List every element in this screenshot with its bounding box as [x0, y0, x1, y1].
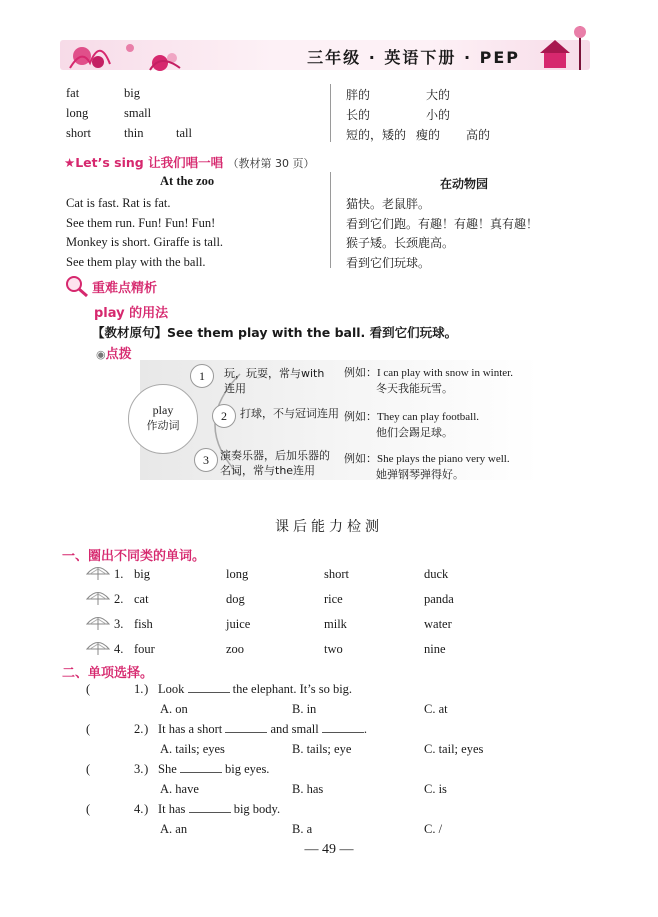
option-a[interactable]: A. have: [160, 782, 199, 796]
option-c[interactable]: C. at: [424, 702, 448, 716]
example-cn: 她弹钢琴弹得好。: [376, 468, 464, 481]
question-number: 4.: [114, 642, 124, 656]
word-option[interactable]: panda: [424, 592, 454, 606]
umbrella-icon: [86, 590, 110, 606]
vocab-meaning: 瘦的: [416, 128, 441, 142]
house-tree-decoration: [530, 18, 590, 78]
part2-heading: 二、单项选择。: [62, 666, 154, 681]
vocab-meaning: 胖的: [346, 88, 371, 102]
example-cn: 他们会踢足球。: [376, 426, 453, 439]
page-header: [60, 18, 590, 78]
vocab-right: [346, 86, 546, 146]
question-number: 2.: [134, 722, 144, 736]
magnifier-icon: [64, 274, 90, 298]
lyric-line: 猴子矮。长颈鹿高。: [346, 236, 455, 250]
option-b[interactable]: B. has: [292, 782, 324, 796]
vocab-word: big: [124, 86, 140, 100]
item-example: [344, 409, 479, 441]
list-item: [86, 642, 586, 667]
item-number: 2: [212, 404, 236, 428]
word-option[interactable]: water: [424, 617, 452, 631]
answer-bracket[interactable]: ( ): [86, 802, 149, 816]
center-label-en: play: [152, 403, 174, 417]
question-number: 1.: [134, 682, 144, 696]
lyric-line: 看到它们玩球。: [346, 255, 431, 270]
question-stem: [158, 722, 367, 737]
sing-heading: Let’s sing 让我们唱一唱: [75, 155, 224, 170]
tips-label: 点拨: [105, 347, 132, 362]
word-option[interactable]: zoo: [226, 642, 245, 656]
answer-bracket[interactable]: ( ): [86, 762, 149, 776]
stem-text: the elephant. It’s so big.: [232, 682, 353, 696]
item-number: 1: [190, 364, 214, 388]
option-c[interactable]: C. /: [424, 822, 443, 836]
word-option[interactable]: nine: [424, 642, 446, 656]
page-number: — 49 —: [304, 842, 354, 857]
lyric-line: See them run. Fun! Fun! Fun!: [66, 215, 216, 230]
answer-bracket[interactable]: ( ): [86, 722, 149, 736]
word-option[interactable]: four: [134, 642, 155, 656]
answer-blank[interactable]: [189, 802, 231, 813]
lyric-line: 猫快。老鼠胖。: [346, 197, 431, 211]
word-option[interactable]: big: [134, 567, 150, 581]
option-a[interactable]: A. on: [160, 702, 188, 716]
part2-list: [86, 682, 606, 842]
sing-lyrics-cn: [346, 195, 538, 273]
sing-title-cn: 在动物园: [440, 177, 489, 191]
example-label: 例如：: [344, 410, 377, 423]
vocab-row: [346, 106, 546, 126]
word-option[interactable]: long: [226, 567, 249, 581]
word-option[interactable]: two: [324, 642, 343, 656]
lyric-line: Monkey is short. Giraffe is tall.: [66, 235, 224, 249]
sing-ref: （教材第 30 页）: [227, 157, 315, 170]
list-item: [86, 617, 586, 642]
stem-text: big body.: [233, 802, 281, 816]
item-meaning: 玩，玩耍，常与with连用: [224, 367, 325, 395]
option-c[interactable]: C. is: [424, 782, 447, 796]
source-sentence: See them play with the ball. 看到它们玩球。: [167, 325, 458, 340]
vocab-word: tall: [176, 126, 192, 140]
vocab-meaning: 高的: [466, 128, 491, 142]
example-label: 例如：: [344, 452, 377, 465]
question-number: 4.: [134, 802, 144, 816]
list-item: [86, 682, 606, 722]
list-item: [86, 762, 606, 802]
answer-blank[interactable]: [180, 762, 222, 773]
question-number: 2.: [114, 592, 124, 606]
vocab-meaning: 短的，矮的: [346, 128, 407, 142]
vocab-meaning: 小的: [426, 108, 451, 122]
vocab-word: thin: [124, 126, 144, 140]
example-cn: 冬天我能玩雪。: [376, 382, 453, 395]
sing-title-en: At the zoo: [160, 174, 215, 188]
word-option[interactable]: duck: [424, 567, 449, 581]
vocab-word: short: [66, 126, 91, 140]
tips-diagram: [140, 360, 540, 480]
vocab-meaning: 大的: [426, 88, 451, 102]
part1-heading: 一、圈出不同类的单词。: [62, 549, 206, 564]
stem-text: .: [363, 722, 367, 736]
question-number: 3.: [114, 617, 124, 631]
source-label: 【教材原句】: [92, 325, 168, 340]
word-option[interactable]: juice: [226, 617, 251, 631]
option-a[interactable]: A. an: [160, 822, 188, 836]
item-number: 3: [194, 448, 218, 472]
vocab-word: small: [124, 106, 152, 120]
example-en: They can play football.: [377, 411, 480, 423]
question-stem: [158, 762, 269, 777]
floral-decoration-left: [60, 18, 190, 78]
example-en: She plays the piano very well.: [377, 453, 510, 465]
star-icon: ★: [64, 155, 76, 170]
vocab-word: fat: [66, 86, 80, 100]
center-bubble: [128, 384, 198, 454]
key-points-heading: 重难点精析: [92, 281, 158, 296]
umbrella-icon: [86, 615, 110, 631]
item-example: [344, 451, 510, 483]
stem-text: It has a short: [158, 722, 223, 736]
question-number: 1.: [114, 567, 124, 581]
option-a[interactable]: A. tails; eyes: [160, 742, 225, 756]
key-topic: play 的用法: [94, 306, 169, 321]
lyric-line: 看到它们跑。有趣！有趣！真有趣！: [346, 216, 539, 231]
stem-text: and small: [270, 722, 319, 736]
sing-heading-row: [64, 153, 314, 171]
question-stem: [158, 682, 352, 697]
item-meaning: 演奏乐器，后加乐器的名词，常与the连用: [220, 449, 330, 477]
stem-text: Look: [158, 682, 185, 696]
option-b[interactable]: B. a: [292, 822, 313, 836]
list-item: [86, 802, 606, 842]
lyric-line: See them play with the ball.: [66, 254, 206, 269]
word-option[interactable]: milk: [324, 617, 347, 631]
umbrella-icon: [86, 640, 110, 656]
item-example: [344, 365, 513, 397]
option-b[interactable]: B. tails; eye: [292, 742, 352, 756]
word-option[interactable]: rice: [324, 592, 343, 606]
question-number: 3.: [134, 762, 144, 776]
example-en: I can play with snow in winter.: [377, 367, 513, 379]
sing-divider: [330, 172, 331, 268]
question-stem: [158, 802, 280, 817]
vocab-row: [346, 86, 546, 106]
list-item: [86, 592, 586, 617]
stem-text: She: [158, 762, 177, 776]
option-b[interactable]: B. in: [292, 702, 317, 716]
sing-lyrics-en: [66, 194, 223, 272]
answer-blank[interactable]: [188, 682, 230, 693]
word-option[interactable]: fish: [134, 617, 153, 631]
center-label-cn: 作动词: [146, 419, 180, 432]
header-title: 三年级 · 英语下册 · PEP: [307, 48, 520, 67]
word-option[interactable]: cat: [134, 592, 149, 606]
vocab-divider: [330, 84, 331, 142]
item-meaning: 打球，不与冠词连用: [240, 407, 339, 420]
tips-row: [96, 343, 132, 362]
part1-list: [86, 567, 586, 667]
example-label: 例如：: [344, 366, 377, 379]
lyric-line: Cat is fast. Rat is fat.: [66, 196, 171, 210]
word-option[interactable]: short: [324, 567, 349, 581]
list-item: [86, 722, 606, 762]
option-c[interactable]: C. tail; eyes: [424, 742, 484, 756]
source-sentence-row: [92, 323, 457, 341]
stem-text: It has: [158, 802, 186, 816]
word-option[interactable]: dog: [226, 592, 245, 606]
umbrella-icon: [86, 565, 110, 581]
answer-bracket[interactable]: ( ): [86, 682, 149, 696]
vocab-meaning: 长的: [346, 108, 371, 122]
list-item: [86, 567, 586, 592]
answer-blank[interactable]: [225, 722, 267, 733]
vocab-word: long: [66, 106, 89, 120]
test-title: 课后能力检测: [275, 519, 383, 535]
answer-blank[interactable]: [322, 722, 364, 733]
vocab-row: [346, 126, 546, 146]
stem-text: big eyes.: [225, 762, 270, 776]
tips-bullet-icon: ◉: [96, 348, 106, 361]
